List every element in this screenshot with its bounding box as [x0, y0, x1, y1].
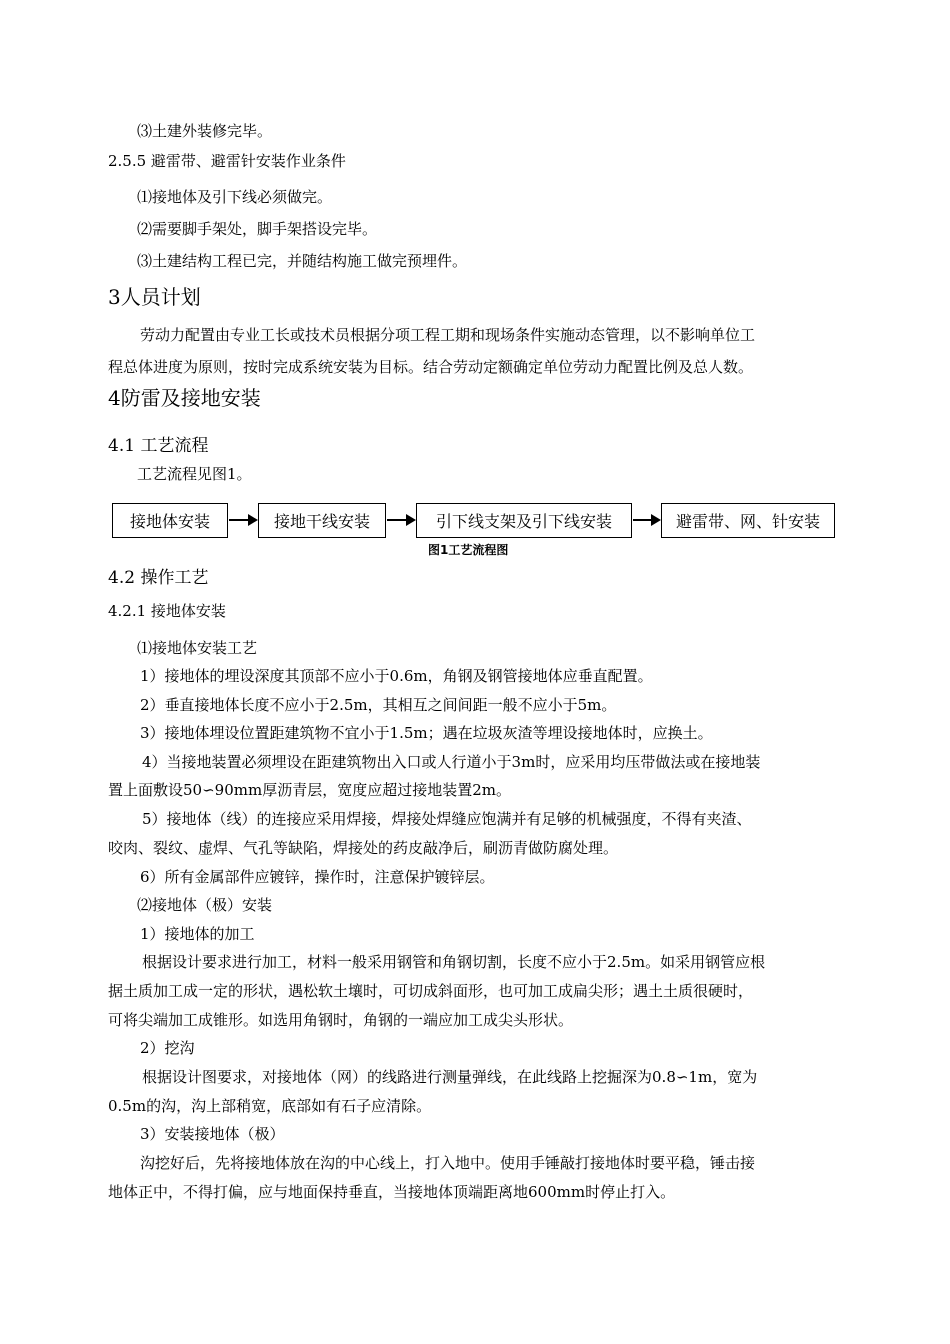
paragraph-line: 可将尖端加工成锥形。如选用角钢时，角钢的一端应加工成尖头形状。	[108, 1011, 574, 1029]
flow-arrow-icon	[387, 519, 414, 521]
flow-step-down-conductor: 引下线支架及引下线安装	[416, 503, 632, 538]
section-heading: 4.2 操作工艺	[108, 568, 209, 588]
list-item: ⑴接地体安装工艺	[137, 639, 258, 657]
paragraph-line: 工艺流程见图1。	[137, 465, 252, 483]
flow-step-lightning-rod: 避雷带、网、针安装	[661, 503, 835, 538]
paragraph-line: 咬肉、裂纹、虚焊、气孔等缺陷，焊接处的药皮敲净后，刷沥青做防腐处理。	[108, 839, 619, 857]
paragraph-line: 沟挖好后，先将接地体放在沟的中心线上，打入地中。使用手锤敲打接地体时要平稳，锤击接	[140, 1154, 756, 1172]
figure-caption: 图1工艺流程图	[428, 543, 509, 557]
paragraph-line: 根据设计要求进行加工，材料一般采用钢管和角钢切割，长度不应小于2.5m。如采用钢管应根	[142, 953, 766, 971]
list-item: 3）安装接地体（极）	[140, 1125, 285, 1143]
paragraph-line: 据土质加工成一定的形状，遇松软土壤时，可切成斜面形，也可加工成扁尖形；遇土土质很硬时，	[108, 982, 754, 1000]
list-item: ⑵接地体（极）安装	[137, 896, 273, 914]
list-item: 2）垂直接地体长度不应小于2.5m，其相互之间间距一般不应小于5m。	[140, 696, 617, 714]
list-item: 3）接地体埋设位置距建筑物不宜小于1.5m；遇在垃圾灰渣等埋设接地体时，应换土。	[140, 724, 713, 742]
list-item: ⑴接地体及引下线必须做完。	[137, 188, 333, 206]
list-item: ⑶土建结构工程已完，并随结构施工做完预埋件。	[137, 252, 468, 270]
flow-step-main-line: 接地干线安装	[258, 503, 386, 538]
list-item: 2）挖沟	[140, 1039, 195, 1057]
paragraph-line: 0.5m的沟，沟上部稍宽，底部如有石子应清除。	[108, 1097, 432, 1115]
list-item: 1）接地体的加工	[140, 925, 255, 943]
paragraph-line: 置上面敷设50∽90mm厚沥青层，宽度应超过接地装置2m。	[108, 781, 511, 799]
flow-arrow-icon	[229, 519, 256, 521]
list-item: 4）当接地装置必须埋设在距建筑物出入口或人行道小于3m时，应采用均压带做法或在接地装	[142, 753, 761, 771]
list-item: 1）接地体的埋设深度其顶部不应小于0.6m，角钢及钢管接地体应垂直配置。	[140, 667, 653, 685]
list-item: 6）所有金属部件应镀锌，操作时，注意保护镀锌层。	[140, 868, 495, 886]
section-heading: 4.2.1 接地体安装	[108, 602, 226, 620]
chapter-heading: 4防雷及接地安装	[108, 386, 261, 410]
flow-step-grounding-body: 接地体安装	[112, 503, 228, 538]
paragraph-line: 根据设计图要求，对接地体（网）的线路进行测量弹线，在此线路上挖掘深为0.8∽1m，宽为	[142, 1068, 758, 1086]
section-heading: 4.1 工艺流程	[108, 436, 209, 456]
paragraph-line: 地体正中，不得打偏，应与地面保持垂直，当接地体顶端距离地600mm时停止打入。	[108, 1183, 676, 1201]
list-item: 5）接地体（线）的连接应采用焊接，焊接处焊缝应饱满并有足够的机械强度，不得有夹渣、	[142, 810, 752, 828]
paragraph-line: 劳动力配置由专业工长或技术员根据分项工程工期和现场条件实施动态管理，以不影响单位工	[140, 326, 756, 344]
chapter-heading: 3人员计划	[108, 285, 201, 309]
flow-arrow-icon	[633, 519, 659, 521]
paragraph-line: 程总体进度为原则，按时完成系统安装为目标。结合劳动定额确定单位劳动力配置比例及总人数。	[108, 358, 754, 376]
list-item: ⑶土建外装修完毕。	[137, 122, 273, 140]
list-item: ⑵需要脚手架处，脚手架搭设完毕。	[137, 220, 378, 238]
section-heading: 2.5.5 避雷带、避雷针安装作业条件	[108, 152, 346, 170]
